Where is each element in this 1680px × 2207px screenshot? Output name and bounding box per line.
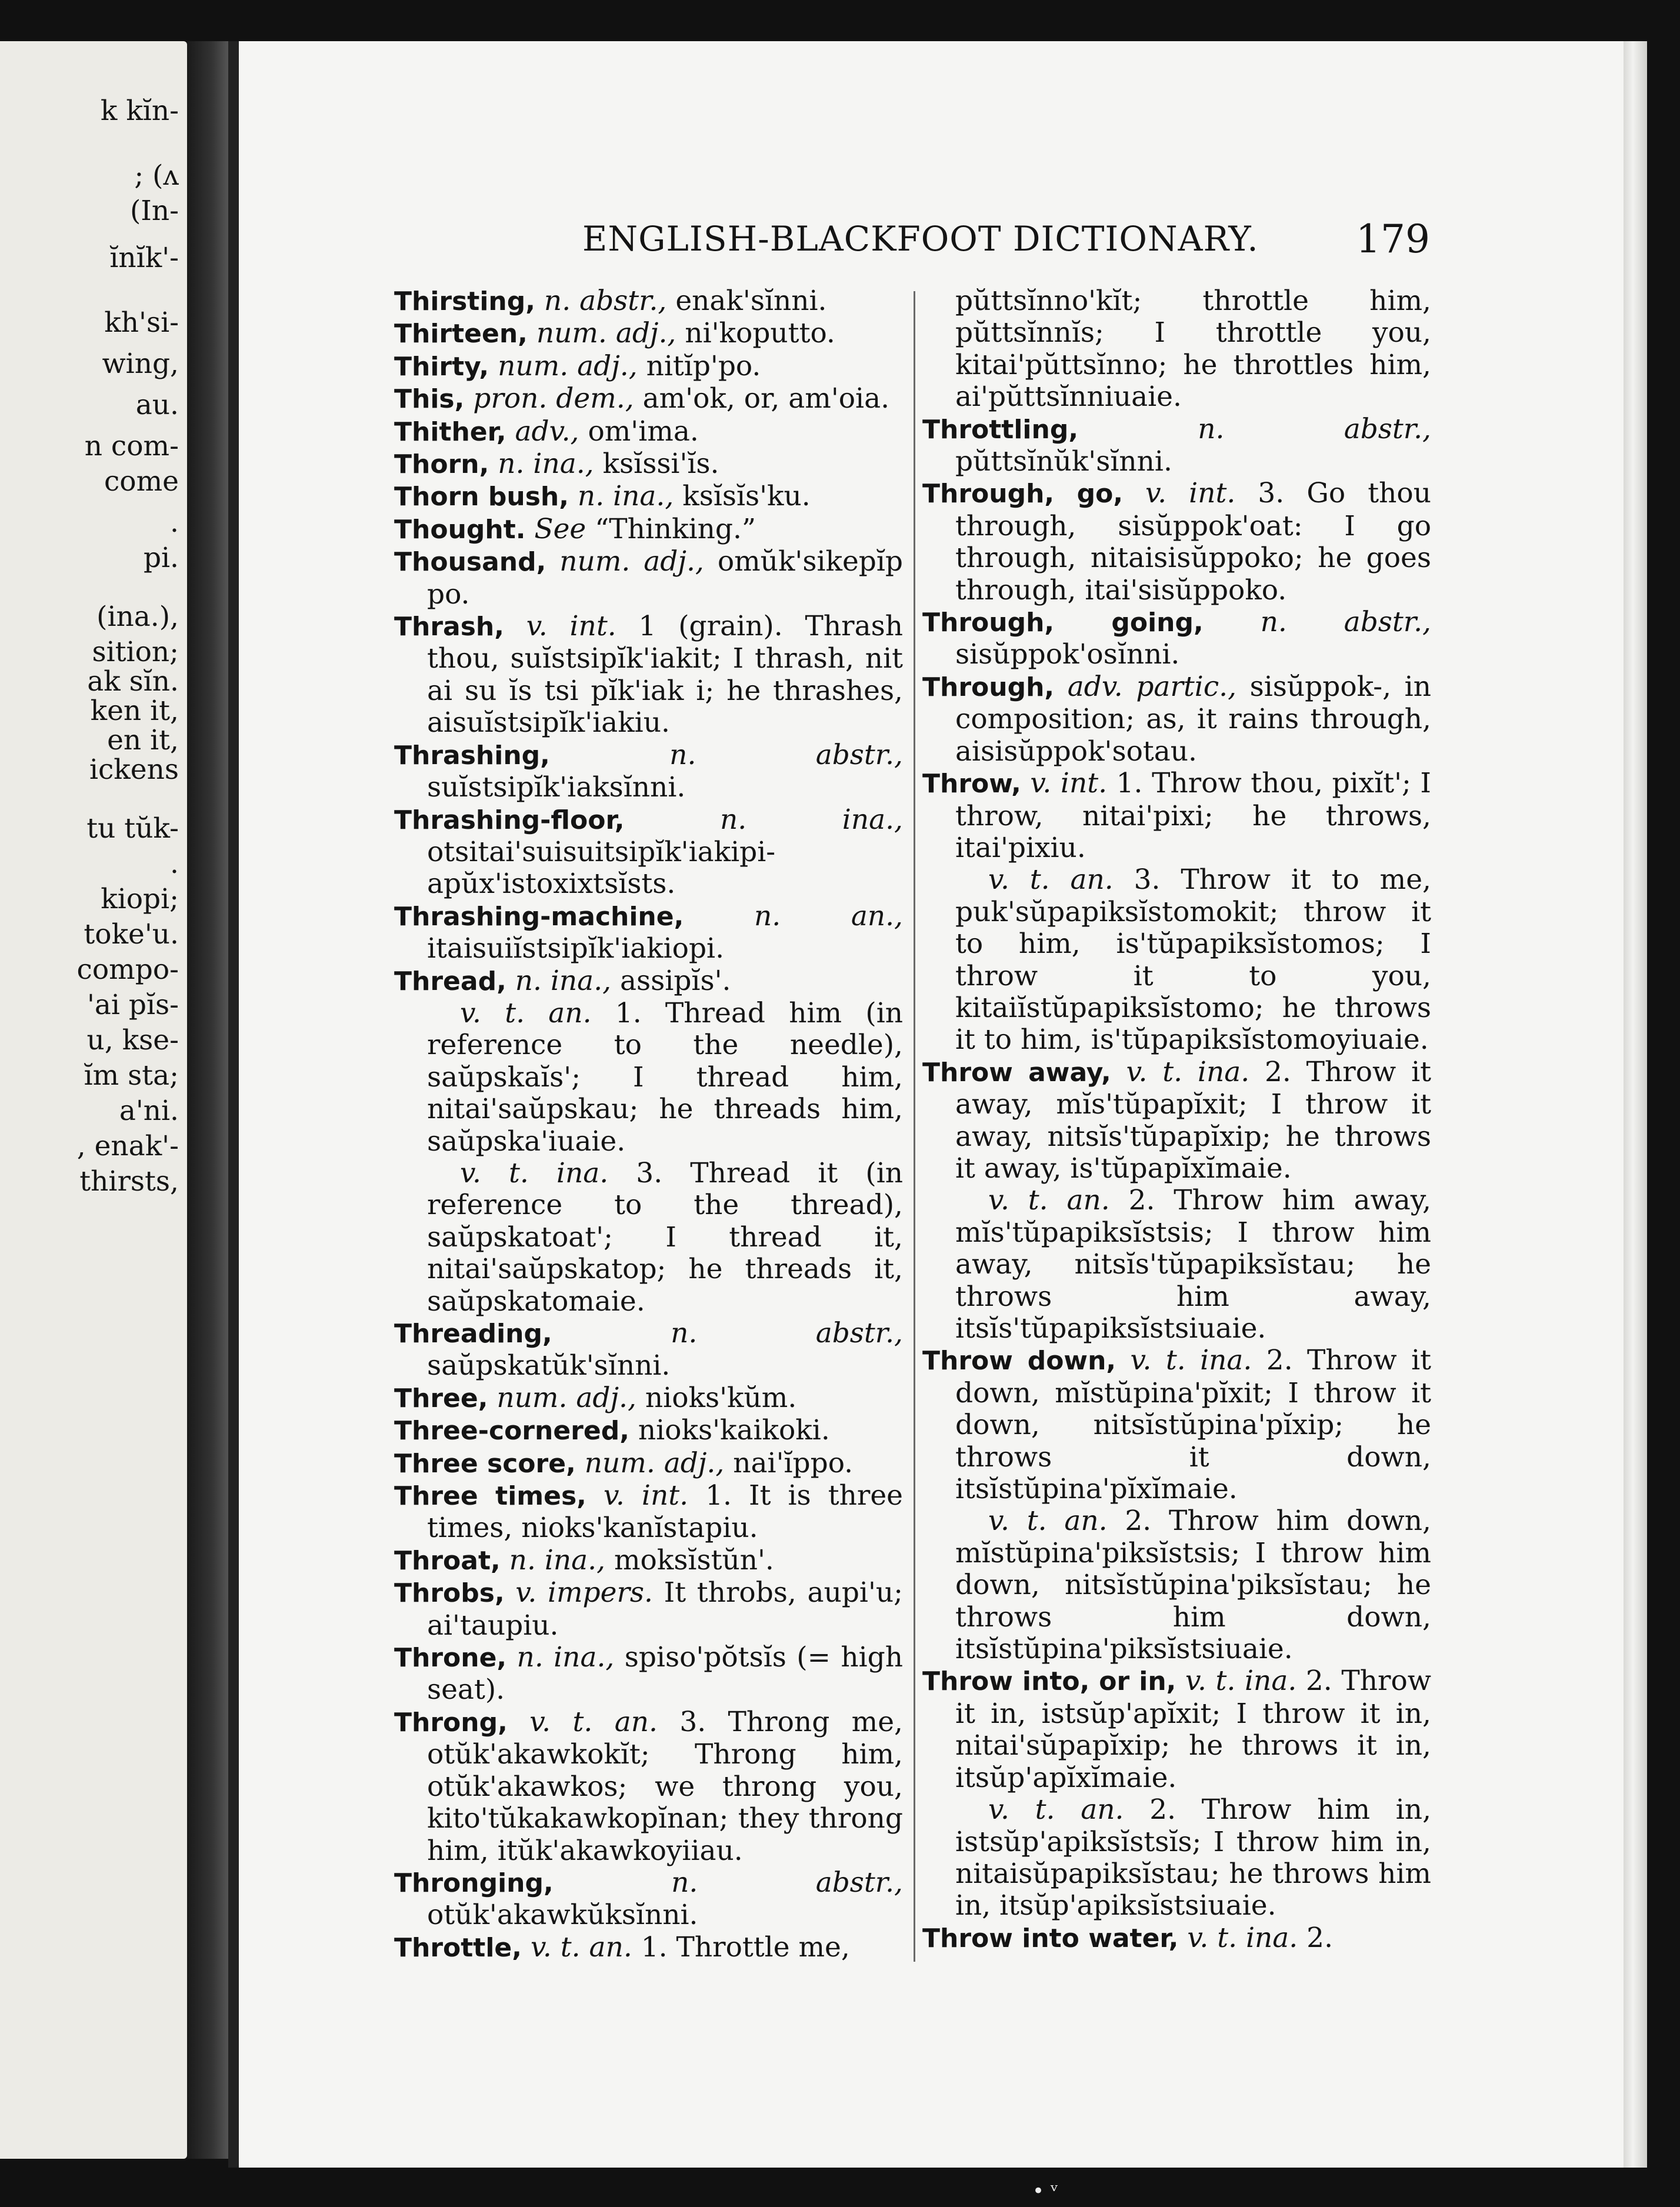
definition-text: It throbs, aupi'u; ai'taupiu.	[427, 1576, 903, 1642]
facing-page-text-fragment: wing,	[102, 348, 179, 380]
definition-text: otsitai'suisuitsipĭk'iakipi-apŭx'istoxixtsĭsts.	[427, 835, 776, 901]
definition-text: pŭttsĭnŭk'sĭnni.	[955, 445, 1172, 478]
grammar-label: num. adj.,	[496, 1381, 636, 1414]
headword: Thread,	[394, 966, 506, 996]
sub-sense	[394, 998, 903, 1158]
headword: Thirteen,	[394, 319, 528, 349]
dictionary-entry	[394, 448, 903, 481]
facing-page-text-fragment: au.	[135, 389, 179, 421]
headword: Through, going,	[922, 608, 1204, 638]
definition-text: spiso'pŏtsĭs (= high seat).	[427, 1641, 903, 1706]
grammar-label: n. abstr.,	[671, 1317, 903, 1349]
definition-text: ni'koputto.	[676, 317, 835, 350]
facing-page-text-fragment: kiopi;	[101, 883, 179, 915]
dictionary-entry	[922, 606, 1431, 671]
grammar-label: num. adj.,	[498, 349, 638, 382]
column-divider	[914, 291, 915, 1962]
dictionary-entry	[394, 1545, 903, 1577]
sub-sense	[922, 1505, 1431, 1665]
facing-page-text-fragment: .	[170, 506, 179, 539]
page-number: 179	[1356, 216, 1430, 262]
sub-sense	[922, 1185, 1431, 1345]
grammar-label: v. t. ina.	[1130, 1344, 1252, 1377]
grammar-label: n. ina.,	[498, 448, 594, 481]
dictionary-entry	[922, 1056, 1431, 1185]
page-edge	[1624, 41, 1647, 2168]
grammar-label: num. adj.,	[536, 317, 676, 350]
dictionary-entry	[394, 1642, 903, 1706]
definition-text: 1 (grain). Thrash thou, suĭstsipĭk'iakit; I thrash, nit ai su ĭs tsi pĭk'iak i; he thrashes, aisuĭstsipĭk'iakiu.	[427, 610, 903, 739]
grammar-label: v. t. ina.	[1126, 1055, 1250, 1088]
grammar-label: v. int.	[526, 610, 616, 643]
definition-text: 2. Throw it down, mĭstŭpina'pĭxit; I throw it down, nitsĭstŭpina'pĭxip; he throws it down, itsĭstŭpina'pĭxĭmaie.	[955, 1344, 1431, 1506]
grammar-label: num. adj.,	[584, 1446, 725, 1479]
dictionary-entry	[394, 416, 903, 448]
dictionary-entry	[394, 965, 903, 998]
facing-page-fragment	[0, 41, 187, 2159]
dictionary-entry	[394, 611, 903, 739]
sub-sense	[922, 864, 1431, 1056]
dictionary-entry	[394, 1706, 903, 1867]
headword: Threading,	[394, 1319, 552, 1349]
definition-text: 2. Throw it in, istsŭp'apĭxit; I throw it in, nitai'sŭpapĭxip; he throws it in, itsŭp'apĭxĭmaie.	[955, 1665, 1431, 1794]
headword: Throw down,	[922, 1346, 1116, 1376]
grammar-label: adv. partic.,	[1067, 670, 1237, 703]
definition-text: nioks'kŭm.	[636, 1381, 797, 1414]
definition-text: 1. Thread him (in reference to the needle), saŭpskaĭs'; I thread him, nitai'saŭpskau; he threads him, saŭpska'iuaie.	[427, 996, 903, 1158]
headword: Three times,	[394, 1481, 586, 1512]
definition-text: enak'sĭnni.	[666, 285, 827, 317]
definition-text: sisŭppok'osĭnni.	[955, 638, 1180, 671]
sub-sense	[922, 1794, 1431, 1922]
facing-page-text-fragment: ĭm sta;	[84, 1059, 179, 1092]
dictionary-entry	[394, 1382, 903, 1415]
facing-page-text-fragment: a'ni.	[119, 1095, 179, 1127]
grammar-label: num. adj.,	[559, 545, 704, 578]
dictionary-entry	[394, 481, 903, 513]
definition-text: 3. Throng me, otŭk'akawkokĭt; Throng him, otŭk'akawkos; we throng you, kito'tŭkakawkopĭnan; they throng him, itŭk'akawkoyiiau.	[427, 1705, 903, 1867]
definition-text: saŭpskatŭk'sĭnni.	[427, 1349, 671, 1382]
headword: Thrash,	[394, 612, 504, 642]
definition-text: 1. Throttle me,	[632, 1931, 850, 1963]
definition-text: sisŭppok-, in composition; as, it rains through, aisisŭppok'sotau.	[955, 670, 1431, 768]
headword: Through,	[922, 672, 1055, 702]
headword: Throttle,	[394, 1932, 522, 1963]
definition-text: ksĭsĭs'ku.	[674, 480, 811, 513]
dictionary-entry	[394, 1932, 903, 1964]
definition-text: suĭstsipĭk'iaksĭnni.	[427, 771, 686, 804]
entry-continuation	[922, 285, 1431, 414]
definition-text: nioks'kaikoki.	[638, 1414, 830, 1447]
definition-text: omŭk'sikepĭp po.	[427, 545, 903, 611]
definition-text: 1. It is three times, nioks'kanĭstapiu.	[427, 1479, 903, 1545]
facing-page-text-fragment: , enak'-	[76, 1130, 179, 1162]
dictionary-entry	[394, 1480, 903, 1545]
facing-page-text-fragment: k kĭn-	[100, 95, 179, 127]
facing-page-text-fragment: thirsts,	[79, 1165, 179, 1198]
grammar-label: v. t. ina.	[460, 1156, 609, 1189]
facing-page-text-fragment: ak sĭn.	[87, 665, 179, 698]
definition-text: 1. Throw thou, pixĭt'; I throw, nitai'pixi; he throws, itai'pixiu.	[955, 767, 1431, 864]
headword: Three score,	[394, 1448, 576, 1479]
dictionary-entry	[922, 1665, 1431, 1794]
grammar-label: v. t. an.	[988, 1184, 1110, 1217]
dictionary-entry	[394, 739, 903, 804]
headword: Throw into water,	[922, 1923, 1179, 1953]
facing-page-text-fragment: ken it,	[90, 695, 179, 727]
grammar-label: n. an.,	[754, 899, 903, 932]
headword: Throw into, or in,	[922, 1666, 1176, 1697]
grammar-label: n. abstr.,	[669, 738, 903, 771]
definition-text: 3. Throw it to me, puk'sŭpapiksĭstomokit; throw it to him, is'tŭpapiksĭstomos; I throw it to you, kitaiĭstŭpapiksĭstomo; he throws it to him, is'tŭpapiksĭstomoyiuaie.	[955, 864, 1431, 1056]
definition-text: ksĭssi'ĭs.	[594, 448, 719, 481]
grammar-label: n. ina.,	[720, 803, 903, 836]
facing-page-text-fragment: en it,	[107, 724, 179, 756]
headword: This,	[394, 384, 465, 415]
grammar-label: v. t. an.	[988, 1505, 1108, 1538]
running-header: ENGLISH-BLACKFOOT DICTIONARY.	[582, 219, 1259, 259]
facing-page-text-fragment: come	[104, 465, 179, 498]
facing-page-text-fragment: pi.	[143, 542, 179, 574]
headword: Thousand,	[394, 547, 546, 578]
facing-page-text-fragment: sition;	[92, 636, 179, 668]
dictionary-entry	[394, 1448, 903, 1480]
facing-page-text-fragment: (In-	[129, 195, 179, 227]
facing-page-text-fragment: tu tŭk-	[86, 812, 179, 845]
grammar-label: v. t. an.	[460, 996, 592, 1029]
facing-page-text-fragment: 'ai pĭs-	[86, 989, 179, 1021]
definition-text: moksĭstŭn'.	[605, 1543, 774, 1576]
facing-page-text-fragment: (ina.),	[96, 601, 179, 633]
grammar-label: v. impers.	[515, 1576, 653, 1609]
sub-sense	[394, 1158, 903, 1318]
grammar-label: n. ina.,	[577, 480, 674, 513]
headword: Thrashing,	[394, 740, 550, 771]
dictionary-entry	[394, 804, 903, 901]
facing-page-text-fragment: toke'u.	[84, 918, 179, 951]
grammar-label: n. ina.,	[515, 964, 612, 997]
scan-specks: • ᵛ	[1032, 2179, 1058, 2203]
book-gutter	[187, 41, 228, 2159]
dictionary-entry	[394, 383, 903, 415]
facing-page-text-fragment: .	[170, 848, 179, 880]
definition-text: 3. Thread it (in reference to the thread), saŭpskatoat'; I thread it, nitai'saŭpskatop; he threads it, saŭpskatomaie.	[427, 1156, 903, 1318]
headword: Through, go,	[922, 479, 1124, 509]
definition-text: nitĭp'po.	[637, 349, 761, 382]
dictionary-entry	[394, 285, 903, 318]
headword: Thronging,	[394, 1868, 554, 1898]
grammar-label: v. int.	[1030, 767, 1108, 800]
column-left	[394, 285, 903, 1964]
dictionary-entry	[394, 1318, 903, 1382]
headword: Thirsting,	[394, 286, 535, 316]
headword: Throat,	[394, 1545, 501, 1576]
headword: Throbs,	[394, 1578, 505, 1609]
headword: Throne,	[394, 1643, 507, 1673]
definition-text: otŭk'akawkŭksĭnni.	[427, 1899, 698, 1932]
facing-page-text-fragment: compo-	[76, 954, 179, 986]
facing-page-text-fragment: n com-	[84, 430, 179, 462]
dictionary-entry	[922, 1922, 1431, 1955]
grammar-label: n. abstr.,	[1260, 606, 1431, 639]
headword: Thither,	[394, 416, 506, 447]
definition-text: pŭttsĭnno'kĭt; throttle him, pŭttsĭnnĭs; I throttle you, kitai'pŭttsĭnno; he throttles him, ai'pŭttsĭnniuaie.	[955, 285, 1431, 414]
definition-text: 2. Throw him away, mĭs'tŭpapiksĭstsis; I throw him away, nitsĭs'tŭpapiksĭstau; he throws him away, itsĭs'tŭpapiksĭstsiuaie.	[955, 1184, 1431, 1345]
headword: Thrashing-floor,	[394, 805, 625, 835]
headword: Thought.	[394, 514, 526, 545]
headword: Thorn,	[394, 449, 489, 480]
definition-text: 3. Go thou through, sisŭppok'oat: I go through, nitaisisŭppoko; he goes through, itai'sisŭppoko.	[955, 477, 1431, 606]
headword: Throttling,	[922, 414, 1079, 445]
headword: Thrashing-machine,	[394, 901, 684, 932]
facing-page-text-fragment: u, kse-	[86, 1024, 179, 1056]
definition-text: itaisuiĭstsipĭk'iakiopi.	[427, 932, 725, 965]
dictionary-entry	[922, 671, 1431, 768]
headword: Three-cornered,	[394, 1416, 629, 1446]
definition-text: am'ok, or, am'oia.	[634, 382, 890, 415]
definition-text: assipĭs'.	[611, 964, 731, 997]
headword: Throw away,	[922, 1057, 1111, 1088]
facing-page-text-fragment: ; (ʌ	[134, 159, 179, 192]
grammar-label: v. t. an.	[988, 864, 1114, 896]
grammar-label: n. abstr.,	[544, 285, 667, 317]
grammar-label: v. t. an.	[529, 1705, 658, 1738]
column-right	[922, 285, 1431, 1955]
headword: Thirty,	[394, 351, 489, 382]
dictionary-entry	[922, 1345, 1431, 1505]
grammar-label: pron. dem.,	[473, 382, 634, 415]
grammar-label: See	[534, 512, 586, 545]
definition-text: 2. Throw him in, istsŭp'apiksĭstsĭs; I throw him in, nitaisŭpapiksĭstau; he throws him in, itsŭp'apiksĭstsiuaie.	[955, 1793, 1432, 1922]
dictionary-entry	[922, 414, 1431, 478]
definition-text: om'ima.	[579, 415, 699, 448]
definition-text: 2. Throw it away, mĭs'tŭpapĭxit; I throw it away, nitsĭs'tŭpapĭxip; he throws it away, is'tŭpapĭxĭmaie.	[955, 1055, 1431, 1185]
facing-page-text-fragment: kh'si-	[104, 306, 179, 339]
dictionary-entry	[922, 768, 1431, 864]
grammar-label: v. t. ina.	[1185, 1665, 1297, 1698]
headword: Throng,	[394, 1707, 508, 1738]
dictionary-entry	[394, 1577, 903, 1642]
grammar-label: v. t. an.	[988, 1793, 1124, 1826]
definition-text: nai'ĭppo.	[724, 1446, 854, 1479]
dictionary-entry	[394, 546, 903, 611]
headword: Three,	[394, 1383, 488, 1413]
grammar-label: v. int.	[603, 1479, 689, 1512]
grammar-label: n. ina.,	[516, 1641, 615, 1674]
dictionary-entry	[394, 514, 903, 546]
grammar-label: adv.,	[515, 415, 579, 448]
grammar-label: n. abstr.,	[1198, 412, 1431, 445]
facing-page-text-fragment: ĭnĭk'-	[109, 242, 179, 274]
definition-text: “Thinking.”	[586, 512, 756, 545]
facing-page-text-fragment: ickens	[89, 754, 179, 786]
dictionary-entry	[394, 1415, 903, 1447]
dictionary-entry	[394, 351, 903, 383]
dictionary-entry	[394, 318, 903, 350]
headword: Thorn bush,	[394, 482, 569, 512]
headword: Throw,	[922, 769, 1021, 799]
grammar-label: n. ina.,	[509, 1543, 606, 1576]
grammar-label: v. t. ina.	[1187, 1921, 1298, 1954]
definition-text: 2. Throw him down, mĭstŭpina'piksĭstsis; I throw him down, nitsĭstŭpina'piksĭstau; he throws him down, itsĭstŭpina'piksĭstsiuaie.	[955, 1505, 1431, 1666]
dictionary-entry	[394, 1867, 903, 1932]
definition-text: 2.	[1298, 1921, 1334, 1954]
grammar-label: n. abstr.,	[671, 1866, 903, 1899]
dictionary-entry	[394, 901, 903, 965]
grammar-label: v. int.	[1145, 477, 1236, 510]
grammar-label: v. t. an.	[530, 1931, 632, 1963]
dictionary-entry	[922, 478, 1431, 606]
